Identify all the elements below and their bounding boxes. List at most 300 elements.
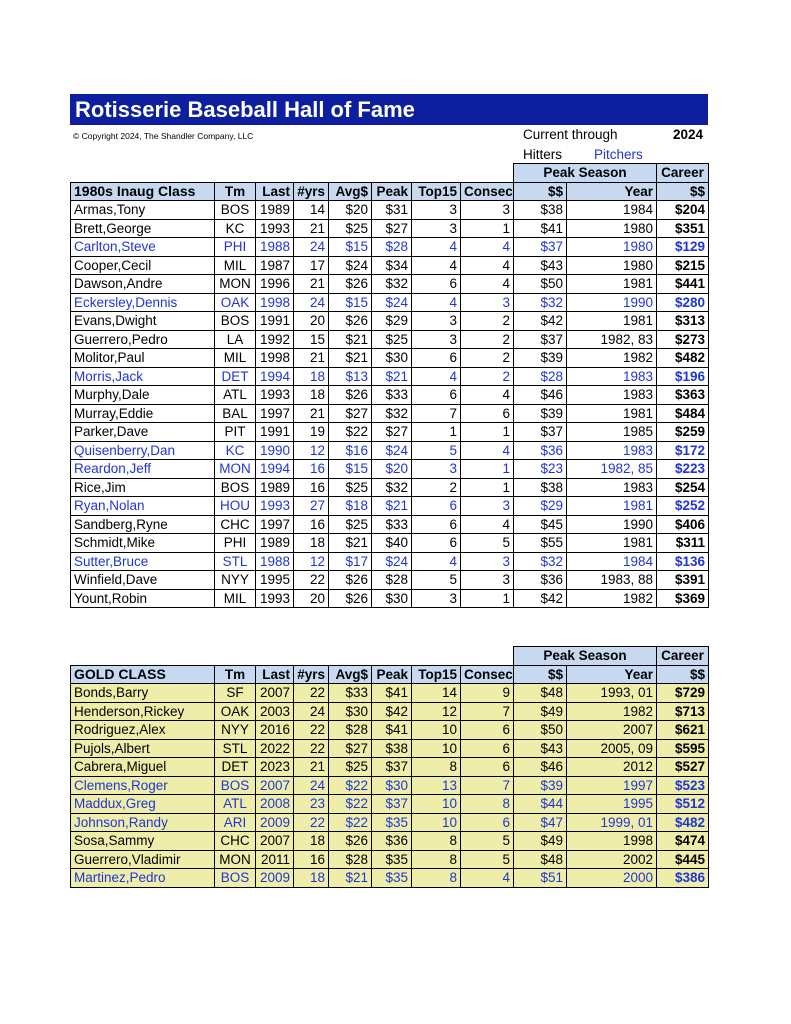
column-header-row [71, 665, 709, 684]
player-row [71, 721, 709, 740]
cell-yrs: 21 [294, 219, 329, 238]
cell-name: Quisenberry,Dan [71, 441, 215, 460]
cell-yrs: 12 [294, 552, 329, 571]
column-header: Tm [215, 665, 256, 684]
cell-pk: $48 [514, 684, 567, 703]
cell-pk: $37 [514, 423, 567, 442]
cell-last: 2022 [256, 739, 294, 758]
column-header: $$ [657, 665, 709, 684]
cell-avg: $15 [329, 460, 372, 479]
cell-tm: ARI [215, 813, 256, 832]
cell-year: 1981 [567, 275, 657, 294]
cell-avg: $25 [329, 515, 372, 534]
player-row [71, 275, 709, 294]
cell-top15: 6 [412, 497, 461, 516]
cell-yrs: 23 [294, 795, 329, 814]
cell-consec: 6 [461, 813, 514, 832]
cell-avg: $17 [329, 552, 372, 571]
cell-career: $474 [657, 832, 709, 851]
cell-yrs: 17 [294, 256, 329, 275]
cell-career: $259 [657, 423, 709, 442]
cell-name: Sosa,Sammy [71, 832, 215, 851]
cell-name: Cabrera,Miguel [71, 758, 215, 777]
cell-last: 1990 [256, 441, 294, 460]
cell-last: 2011 [256, 850, 294, 869]
cell-top15: 6 [412, 386, 461, 405]
cell-peak: $37 [372, 795, 412, 814]
cell-yrs: 16 [294, 460, 329, 479]
column-header: Last [256, 665, 294, 684]
cell-top15: 2 [412, 478, 461, 497]
player-row [71, 330, 709, 349]
cell-tm: STL [215, 552, 256, 571]
cell-pk: $44 [514, 795, 567, 814]
cell-pk: $39 [514, 404, 567, 423]
cell-year: 1981 [567, 404, 657, 423]
cell-consec: 2 [461, 312, 514, 331]
cell-year: 1981 [567, 534, 657, 553]
cell-year: 1981 [567, 497, 657, 516]
cell-tm: BAL [215, 404, 256, 423]
cell-tm: ATL [215, 386, 256, 405]
cell-career: $512 [657, 795, 709, 814]
cell-tm: SF [215, 684, 256, 703]
inaug-class-table [70, 163, 709, 608]
cell-last: 2023 [256, 758, 294, 777]
cell-avg: $22 [329, 776, 372, 795]
cell-top15: 6 [412, 275, 461, 294]
cell-top15: 3 [412, 219, 461, 238]
cell-pk: $36 [514, 571, 567, 590]
cell-consec: 6 [461, 404, 514, 423]
cell-last: 1989 [256, 478, 294, 497]
cell-consec: 3 [461, 571, 514, 590]
cell-career: $445 [657, 850, 709, 869]
cell-tm: NYY [215, 721, 256, 740]
cell-name: Sandberg,Ryne [71, 515, 215, 534]
cell-top15: 4 [412, 238, 461, 257]
group-header-spacer [71, 164, 514, 183]
cell-peak: $41 [372, 684, 412, 703]
cell-yrs: 18 [294, 367, 329, 386]
cell-avg: $22 [329, 423, 372, 442]
player-row [71, 478, 709, 497]
cell-avg: $25 [329, 219, 372, 238]
cell-pk: $38 [514, 478, 567, 497]
cell-pk: $43 [514, 739, 567, 758]
cell-career: $527 [657, 758, 709, 777]
column-header: $$ [514, 665, 567, 684]
cell-tm: MON [215, 850, 256, 869]
cell-yrs: 18 [294, 386, 329, 405]
cell-avg: $21 [329, 534, 372, 553]
cell-tm: MON [215, 275, 256, 294]
cell-name: Sutter,Bruce [71, 552, 215, 571]
cell-pk: $47 [514, 813, 567, 832]
player-row [71, 832, 709, 851]
cell-career: $129 [657, 238, 709, 257]
cell-avg: $21 [329, 349, 372, 368]
cell-top15: 4 [412, 367, 461, 386]
cell-career: $252 [657, 497, 709, 516]
cell-peak: $33 [372, 386, 412, 405]
cell-pk: $46 [514, 758, 567, 777]
cell-peak: $21 [372, 367, 412, 386]
cell-career: $595 [657, 739, 709, 758]
cell-year: 1993, 01 [567, 684, 657, 703]
cell-avg: $26 [329, 275, 372, 294]
cell-tm: BOS [215, 312, 256, 331]
cell-year: 1995 [567, 795, 657, 814]
page-title: Rotisserie Baseball Hall of Fame [70, 94, 708, 125]
cell-avg: $33 [329, 684, 372, 703]
cell-yrs: 21 [294, 758, 329, 777]
player-row [71, 349, 709, 368]
player-row [71, 423, 709, 442]
cell-pk: $55 [514, 534, 567, 553]
column-header: Peak [372, 182, 412, 201]
player-row [71, 367, 709, 386]
cell-peak: $40 [372, 534, 412, 553]
pitchers-legend: Pitchers [594, 147, 643, 162]
cell-consec: 6 [461, 721, 514, 740]
cell-top15: 10 [412, 813, 461, 832]
career-header: Career [657, 647, 709, 666]
class-label: 1980s Inaug Class [71, 182, 215, 201]
cell-name: Maddux,Greg [71, 795, 215, 814]
cell-year: 1983 [567, 441, 657, 460]
cell-year: 1984 [567, 552, 657, 571]
cell-consec: 5 [461, 832, 514, 851]
cell-last: 2003 [256, 702, 294, 721]
cell-last: 2009 [256, 869, 294, 888]
cell-career: $621 [657, 721, 709, 740]
cell-yrs: 12 [294, 441, 329, 460]
cell-peak: $28 [372, 238, 412, 257]
cell-name: Carlton,Steve [71, 238, 215, 257]
cell-yrs: 24 [294, 776, 329, 795]
cell-avg: $26 [329, 386, 372, 405]
cell-consec: 1 [461, 589, 514, 608]
cell-last: 2008 [256, 795, 294, 814]
cell-tm: CHC [215, 515, 256, 534]
cell-consec: 4 [461, 869, 514, 888]
player-row [71, 850, 709, 869]
cell-tm: KC [215, 441, 256, 460]
cell-peak: $28 [372, 571, 412, 590]
inaug-grid [70, 163, 709, 608]
cell-yrs: 16 [294, 515, 329, 534]
cell-consec: 3 [461, 552, 514, 571]
cell-avg: $26 [329, 832, 372, 851]
cell-pk: $42 [514, 312, 567, 331]
cell-year: 1982, 85 [567, 460, 657, 479]
cell-last: 2007 [256, 684, 294, 703]
cell-consec: 2 [461, 330, 514, 349]
cell-career: $482 [657, 813, 709, 832]
group-header-row [71, 647, 709, 666]
cell-yrs: 15 [294, 330, 329, 349]
cell-pk: $28 [514, 367, 567, 386]
cell-year: 1990 [567, 515, 657, 534]
cell-yrs: 14 [294, 201, 329, 220]
cell-consec: 1 [461, 423, 514, 442]
cell-year: 1997 [567, 776, 657, 795]
cell-avg: $26 [329, 312, 372, 331]
cell-top15: 14 [412, 684, 461, 703]
cell-avg: $25 [329, 758, 372, 777]
cell-top15: 10 [412, 739, 461, 758]
cell-year: 1983 [567, 386, 657, 405]
cell-avg: $26 [329, 571, 372, 590]
cell-last: 1989 [256, 534, 294, 553]
cell-career: $369 [657, 589, 709, 608]
player-row [71, 684, 709, 703]
column-header: $$ [657, 182, 709, 201]
cell-tm: DET [215, 758, 256, 777]
cell-career: $215 [657, 256, 709, 275]
cell-top15: 7 [412, 404, 461, 423]
cell-peak: $24 [372, 441, 412, 460]
cell-consec: 3 [461, 293, 514, 312]
player-row [71, 589, 709, 608]
cell-top15: 8 [412, 850, 461, 869]
cell-pk: $50 [514, 275, 567, 294]
player-row [71, 404, 709, 423]
player-row [71, 869, 709, 888]
cell-name: Guerrero,Vladimir [71, 850, 215, 869]
cell-yrs: 19 [294, 423, 329, 442]
cell-last: 1993 [256, 589, 294, 608]
cell-pk: $36 [514, 441, 567, 460]
cell-name: Yount,Robin [71, 589, 215, 608]
cell-last: 1991 [256, 312, 294, 331]
cell-name: Dawson,Andre [71, 275, 215, 294]
cell-yrs: 21 [294, 275, 329, 294]
cell-year: 2012 [567, 758, 657, 777]
cell-yrs: 20 [294, 589, 329, 608]
cell-tm: BOS [215, 776, 256, 795]
cell-consec: 4 [461, 515, 514, 534]
cell-avg: $24 [329, 256, 372, 275]
cell-year: 1985 [567, 423, 657, 442]
cell-top15: 1 [412, 423, 461, 442]
column-header: Year [567, 182, 657, 201]
current-through-label: Current through [523, 127, 618, 142]
cell-yrs: 24 [294, 238, 329, 257]
cell-year: 1981 [567, 312, 657, 331]
cell-name: Brett,George [71, 219, 215, 238]
column-header: Avg$ [329, 182, 372, 201]
cell-pk: $48 [514, 850, 567, 869]
cell-tm: HOU [215, 497, 256, 516]
player-row [71, 441, 709, 460]
cell-last: 1987 [256, 256, 294, 275]
cell-avg: $22 [329, 795, 372, 814]
cell-career: $391 [657, 571, 709, 590]
cell-career: $273 [657, 330, 709, 349]
cell-pk: $49 [514, 832, 567, 851]
cell-peak: $35 [372, 813, 412, 832]
cell-top15: 10 [412, 721, 461, 740]
cell-peak: $24 [372, 552, 412, 571]
cell-name: Clemens,Roger [71, 776, 215, 795]
cell-pk: $38 [514, 201, 567, 220]
cell-name: Winfield,Dave [71, 571, 215, 590]
cell-peak: $20 [372, 460, 412, 479]
cell-tm: OAK [215, 702, 256, 721]
cell-year: 1983 [567, 478, 657, 497]
cell-consec: 4 [461, 275, 514, 294]
cell-consec: 4 [461, 256, 514, 275]
cell-top15: 8 [412, 758, 461, 777]
cell-avg: $28 [329, 721, 372, 740]
cell-avg: $18 [329, 497, 372, 516]
cell-career: $136 [657, 552, 709, 571]
cell-year: 1980 [567, 238, 657, 257]
cell-last: 1994 [256, 367, 294, 386]
player-row [71, 739, 709, 758]
cell-consec: 8 [461, 795, 514, 814]
cell-top15: 10 [412, 795, 461, 814]
cell-yrs: 22 [294, 571, 329, 590]
cell-pk: $51 [514, 869, 567, 888]
cell-avg: $13 [329, 367, 372, 386]
cell-top15: 3 [412, 589, 461, 608]
cell-year: 1982 [567, 702, 657, 721]
cell-avg: $26 [329, 589, 372, 608]
cell-top15: 4 [412, 256, 461, 275]
group-header-row [71, 164, 709, 183]
career-header: Career [657, 164, 709, 183]
cell-peak: $32 [372, 275, 412, 294]
cell-year: 1983 [567, 367, 657, 386]
cell-tm: BOS [215, 201, 256, 220]
cell-name: Reardon,Jeff [71, 460, 215, 479]
cell-career: $406 [657, 515, 709, 534]
player-row [71, 776, 709, 795]
cell-yrs: 18 [294, 869, 329, 888]
cell-top15: 6 [412, 534, 461, 553]
peak-season-header: Peak Season [514, 647, 657, 666]
cell-last: 2007 [256, 832, 294, 851]
column-header: Last [256, 182, 294, 201]
group-header-spacer [71, 647, 514, 666]
cell-career: $441 [657, 275, 709, 294]
cell-pk: $46 [514, 386, 567, 405]
cell-tm: KC [215, 219, 256, 238]
cell-year: 1998 [567, 832, 657, 851]
cell-top15: 8 [412, 869, 461, 888]
cell-year: 1980 [567, 219, 657, 238]
cell-tm: CHC [215, 832, 256, 851]
column-header: $$ [514, 182, 567, 201]
cell-yrs: 16 [294, 850, 329, 869]
hitters-legend: Hitters [523, 147, 563, 162]
cell-tm: OAK [215, 293, 256, 312]
cell-pk: $37 [514, 238, 567, 257]
cell-tm: MIL [215, 349, 256, 368]
cell-peak: $34 [372, 256, 412, 275]
cell-yrs: 22 [294, 739, 329, 758]
cell-peak: $38 [372, 739, 412, 758]
cell-peak: $24 [372, 293, 412, 312]
column-header: Peak [372, 665, 412, 684]
cell-year: 1990 [567, 293, 657, 312]
cell-name: Schmidt,Mike [71, 534, 215, 553]
cell-avg: $16 [329, 441, 372, 460]
cell-last: 1994 [256, 460, 294, 479]
cell-tm: DET [215, 367, 256, 386]
cell-avg: $27 [329, 404, 372, 423]
cell-avg: $20 [329, 201, 372, 220]
cell-name: Henderson,Rickey [71, 702, 215, 721]
cell-consec: 1 [461, 219, 514, 238]
player-row [71, 795, 709, 814]
cell-pk: $32 [514, 552, 567, 571]
cell-name: Molitor,Paul [71, 349, 215, 368]
player-row [71, 238, 709, 257]
cell-career: $313 [657, 312, 709, 331]
player-row [71, 386, 709, 405]
cell-pk: $39 [514, 349, 567, 368]
cell-consec: 1 [461, 460, 514, 479]
cell-peak: $21 [372, 497, 412, 516]
peak-season-header: Peak Season [514, 164, 657, 183]
column-header-row [71, 182, 709, 201]
player-row [71, 256, 709, 275]
cell-yrs: 21 [294, 349, 329, 368]
cell-peak: $30 [372, 776, 412, 795]
cell-tm: MON [215, 460, 256, 479]
player-row [71, 515, 709, 534]
cell-top15: 3 [412, 201, 461, 220]
cell-top15: 6 [412, 349, 461, 368]
cell-career: $713 [657, 702, 709, 721]
cell-yrs: 18 [294, 832, 329, 851]
cell-year: 1982, 83 [567, 330, 657, 349]
cell-consec: 5 [461, 534, 514, 553]
player-row [71, 201, 709, 220]
cell-consec: 3 [461, 497, 514, 516]
cell-peak: $30 [372, 349, 412, 368]
cell-consec: 4 [461, 238, 514, 257]
cell-tm: PHI [215, 534, 256, 553]
class-label: GOLD CLASS [71, 665, 215, 684]
cell-last: 1993 [256, 219, 294, 238]
cell-pk: $23 [514, 460, 567, 479]
cell-consec: 3 [461, 201, 514, 220]
cell-last: 2007 [256, 776, 294, 795]
cell-last: 1997 [256, 515, 294, 534]
cell-top15: 3 [412, 312, 461, 331]
player-row [71, 758, 709, 777]
cell-top15: 3 [412, 460, 461, 479]
cell-last: 1989 [256, 201, 294, 220]
cell-name: Ryan,Nolan [71, 497, 215, 516]
cell-tm: NYY [215, 571, 256, 590]
cell-last: 1996 [256, 275, 294, 294]
cell-career: $482 [657, 349, 709, 368]
cell-career: $196 [657, 367, 709, 386]
gold-class-table [70, 646, 709, 888]
cell-peak: $32 [372, 404, 412, 423]
cell-peak: $27 [372, 423, 412, 442]
cell-avg: $27 [329, 739, 372, 758]
cell-pk: $41 [514, 219, 567, 238]
cell-last: 2009 [256, 813, 294, 832]
cell-consec: 2 [461, 367, 514, 386]
